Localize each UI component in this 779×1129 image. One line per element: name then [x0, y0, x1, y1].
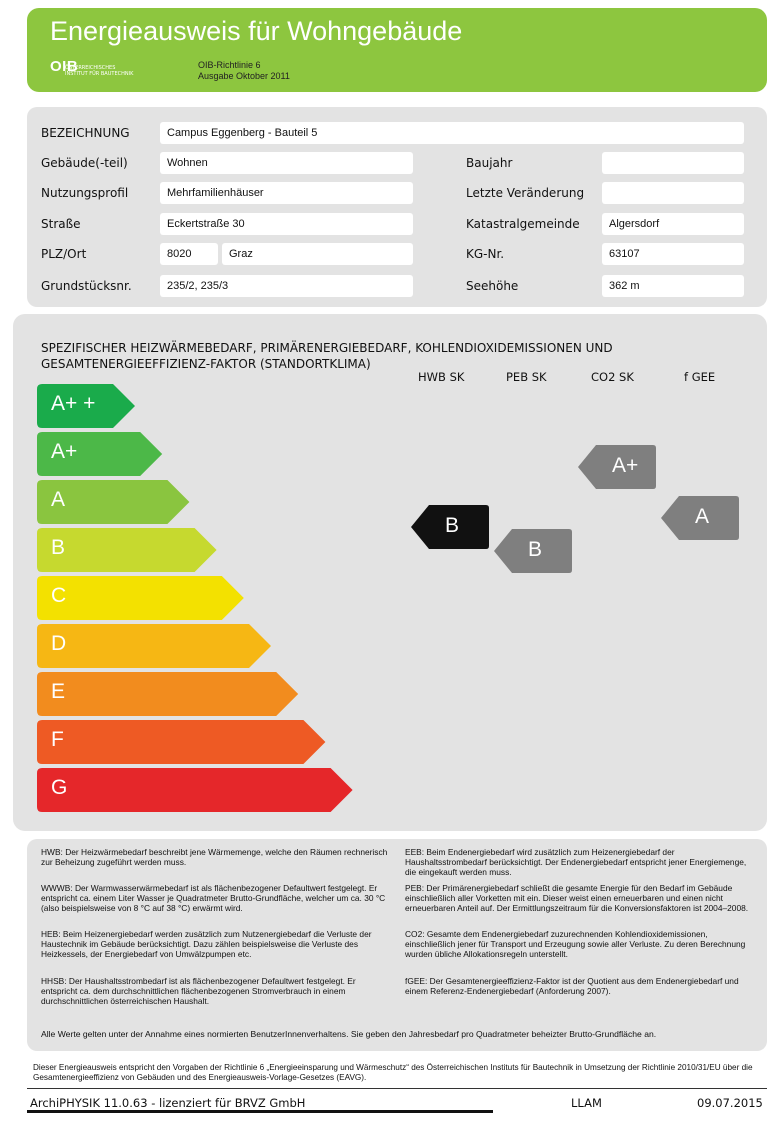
column-head-hwb: HWB SK	[418, 370, 465, 384]
column-head-fgee: f GEE	[684, 370, 716, 384]
oib-logo-line2: INSTITUT FÜR BAUTECHNIK	[65, 71, 134, 77]
band-label: C	[51, 584, 67, 607]
plz-field[interactable]: 8020	[160, 243, 218, 265]
seehoehe-label: Seehöhe	[466, 279, 519, 293]
letzte-veraenderung-label: Letzte Veränderung	[466, 186, 585, 200]
band-label: A+ +	[51, 392, 96, 415]
gebaeude-label: Gebäude(-teil)	[41, 156, 128, 170]
kg-nr-field[interactable]: 63107	[602, 243, 744, 265]
ort-field[interactable]: Graz	[222, 243, 413, 265]
definition-hhsb: HHSB: Der Haushaltsstrombedarf ist als flächenbezogener Defaultwert festgelegt. Er entspricht ca. dem durchschnittlichen flächenbezogenen Stromverbrauch in einem durchschnittlichen österreichischen Haushalt.	[41, 976, 356, 1006]
band-label: D	[51, 632, 67, 655]
oib-logo-mark: OIB	[50, 58, 79, 75]
band-label: A+	[51, 440, 78, 463]
disclaimer-text: Dieser Energieausweis entspricht den Vorgaben der Richtlinie 6 „Energieeinsparung und Wärmeschutz“ des Österreichischen Instituts für Bautechnik in Umsetzung der Richtlinie 2010/31/EU über die Gesamtenergieeffizienz von Gebäuden und des Energieausweis-Vorlage-Gesetzes (EAVG).	[33, 1063, 753, 1082]
values-note: Alle Werte gelten unter der Annahme eines normierten BenutzerInnenverhaltens. Sie geben den Jahresbedarf pro Quadratmeter beheizter Brutto-Grundfläche an.	[41, 1029, 657, 1039]
definition-wwwb: WWWB: Der Warmwasserwärmebedarf ist als flächenbezogener Defaultwert festgelegt. Er entspricht ca. einem Liter Wasser je Quadratmeter Brutto-Grundfläche, welcher um ca. 30 °C (also beispielsweise von 8 °C auf 38 °C) erwärmt wird.	[41, 883, 386, 913]
oib-logo-text	[65, 65, 145, 77]
band-label: G	[51, 776, 68, 799]
definition-fgee: fGEE: Der Gesamtenergieeffizienz-Faktor ist der Quotient aus dem Endenergiebedarf und einem Referenz-Endenergiebedarf (Anforderung 2007).	[405, 976, 739, 996]
issue-date: 09.07.2015	[697, 1096, 763, 1110]
band-shape	[37, 768, 353, 812]
footer-divider	[27, 1088, 767, 1089]
oib-logo-line1: ÖSTERREICHISCHES	[65, 65, 116, 71]
seehoehe-field[interactable]: 362 m	[602, 275, 744, 297]
indicator-label: A	[695, 505, 710, 528]
band-label: F	[51, 728, 64, 751]
letzte-veraenderung-field[interactable]	[602, 182, 744, 204]
footer-underline	[27, 1110, 493, 1113]
column-head-peb: PEB SK	[506, 370, 547, 384]
strasse-field[interactable]: Eckertstraße 30	[160, 213, 413, 235]
band-g	[37, 768, 355, 812]
band-label: E	[51, 680, 66, 703]
column-head-co2: CO2 SK	[591, 370, 634, 384]
kg-nr-label: KG-Nr.	[466, 247, 505, 261]
indicator-label: A+	[612, 454, 639, 477]
band-f	[37, 720, 327, 764]
page-title: Energieausweis für Wohngebäude	[50, 16, 463, 46]
definition-peb: PEB: Der Primärenergiebedarf schließt die gesamte Energie für den Bedarf im Gebäude einschließlich aller Vorketten mit ein. Dieser weist einen erneuerbaren und einen nicht erneuerbaren Anteil auf. Der Ermittlungszeitraum für die Konversionsfaktoren ist 2004–2008.	[405, 883, 749, 913]
bezeichnung-label: BEZEICHNUNG	[41, 126, 130, 140]
band-c	[37, 576, 246, 620]
band-e	[37, 672, 300, 716]
user-code: LLAM	[571, 1096, 602, 1110]
gebaeude-field[interactable]: Wohnen	[160, 152, 413, 174]
definition-co2: CO2: Gesamte dem Endenergiebedarf zuzurechnenden Kohlendioxidemissionen, einschließlich jener für Transport und Erzeugung sowie aller Verluste. Zu deren Berechnung wurden übliche Allokationsregeln unterstellt.	[405, 929, 746, 959]
indicator-label: B	[528, 538, 543, 561]
definition-hwb: HWB: Der Heizwärmebedarf beschreibt jene Wärmemenge, welche den Räumen rechnerisch zur Beheizung zugeführt werden muss.	[41, 847, 388, 867]
nutzungsprofil-label: Nutzungsprofil	[41, 186, 129, 200]
nutzungsprofil-field[interactable]: Mehrfamilienhäuser	[160, 182, 413, 204]
katastralgemeinde-label: Katastralgemeinde	[466, 217, 580, 231]
strasse-label: Straße	[41, 217, 81, 231]
software-license: ArchiPHYSIK 11.0.63 - lizenziert für BRVZ GmbH	[30, 1096, 306, 1110]
guideline-name: OIB-Richtlinie 6	[198, 60, 261, 70]
definition-eeb: EEB: Beim Endenergiebedarf wird zusätzlich zum Heizenergiebedarf der Haushaltsstrombedarf berücksichtigt. Der Endenergiebedarf entspricht jener Energiemenge, die eingekauft werden muss.	[405, 847, 747, 877]
plz-ort-label: PLZ/Ort	[41, 247, 87, 261]
grundstuecksnr-field[interactable]: 235/2, 235/3	[160, 275, 413, 297]
guideline-edition: Ausgabe Oktober 2011	[198, 71, 290, 81]
band-label: A	[51, 488, 66, 511]
band-shape	[37, 672, 298, 716]
bezeichnung-field[interactable]: Campus Eggenberg - Bauteil 5	[160, 122, 744, 144]
baujahr-field[interactable]	[602, 152, 744, 174]
band-label: B	[51, 536, 66, 559]
katastralgemeinde-field[interactable]: Algersdorf	[602, 213, 744, 235]
band-d	[37, 624, 273, 668]
grundstuecksnr-label: Grundstücksnr.	[41, 279, 132, 293]
indicator-label: B	[445, 514, 460, 537]
definition-heb: HEB: Beim Heizenergiebedarf werden zusätzlich zum Nutzenergiebedarf die Verluste der Haustechnik im Gebäude berücksichtigt. Dazu zählen beispielsweise die Verluste des Heizkessels, der Energiebedarf von Umwälzpumpen etc.	[41, 929, 372, 959]
baujahr-label: Baujahr	[466, 156, 513, 170]
band-shape	[37, 576, 244, 620]
band-shape	[37, 624, 271, 668]
scale-heading: SPEZIFISCHER HEIZWÄRMEBEDARF, PRIMÄRENERGIEBEDARF, KOHLENDIOXIDEMISSIONEN UND GESAMTENERGIEEFFIZIENZ-FAKTOR (STANDORTKLIMA)	[41, 341, 613, 371]
band-shape	[37, 720, 325, 764]
